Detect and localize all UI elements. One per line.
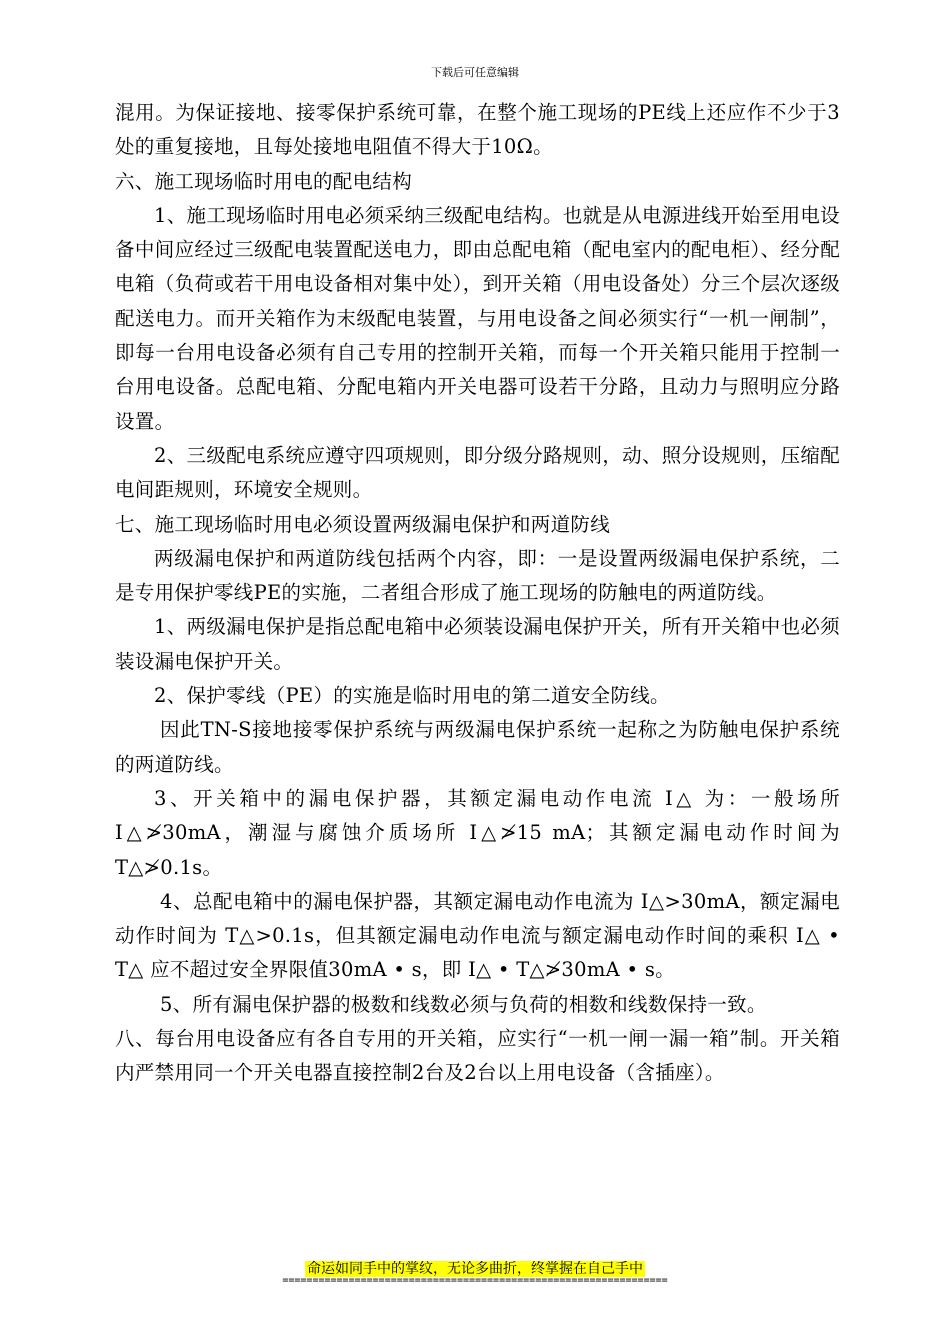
footer-quote-text: 命运如同手中的掌纹，无论多曲折，终掌握在自己手中 [307,1261,643,1277]
paragraph-three-level-distribution: 1、施工现场临时用电必须采纳三级配电结构。也就是从电源进线开始至用电设备中间应经过三级配电装置配送电力，即由总配电箱（配电室内的配电柜）、经分配电箱（负荷或若干用电设备相对集中处），到开关箱（用电设备处）分三个层次逐级配送电力。而开关箱作为末级配电装置，与用电设备之间必须实行“一机一闸制”，即每一台用电设备必须有自己专用的控制开关箱，而每一个开关箱只能用于控制一台用电设备。总配电箱、分配电箱内开关电器可设若干分路，且动力与照明应分路设置。 [115,203,840,433]
section-heading-eight: 八、每台用电设备应有各自专用的开关箱，应实行“一机一闸一漏一箱”制。开关箱内严禁用同一个开关电器直接控制2台及2台以上用电设备（含插座）。 [115,1027,840,1085]
section-heading-seven: 七、施工现场临时用电必须设置两级漏电保护和两道防线 [115,512,611,536]
paragraph-pe-line: 2、保护零线（PE）的实施是临时用电的第二道安全防线。 [154,684,670,708]
paragraph-two-level-protection: 1、两级漏电保护是指总配电箱中必须装设漏电保护开关，所有开关箱中也必须装设漏电保护开关。 [115,615,840,673]
paragraph-two-lines-intro: 两级漏电保护和两道防线包括两个内容，即：一是设置两级漏电保护系统，二是专用保护零线PE的实施，二者组合形成了施工现场的防触电的两道防线。 [115,546,840,605]
section-heading-six: 六、施工现场临时用电的配电结构 [115,169,413,193]
paragraph-four-rules: 2、三级配电系统应遵守四项规则，即分级分路规则，动、照分设规则，压缩配电间距规则，环境安全规则。 [115,443,840,502]
page-header: 下载后可任意编辑 [431,66,519,79]
paragraph-pole-count: 5、所有漏电保护器的极数和线数必须与负荷的相数和线数保持一致。 [160,992,767,1016]
document-body [115,96,840,1091]
paragraph-main-box-protector: 4、总配电箱中的漏电保护器，其额定漏电动作电流为 I△>30mA，额定漏电动作时间为 T△>0.1s，但其额定漏电动作电流与额定漏电动作时间的乘积 I△ • T△ 应不超过安全界限值30mA • s，即 I△ • T△≯30mA • s。 [115,889,840,982]
footer-divider: ================================================================ [282,1275,668,1286]
paragraph-continuation: 混用。为保证接地、接零保护系统可靠，在整个施工现场的PE线上还应作不少于3处的重复接地，且每处接地电阻值不得大于10Ω。 [115,101,840,159]
paragraph-switch-box-protector: 3、开关箱中的漏电保护器，其额定漏电动作电流 I△ 为：一般场所 I△≯30mA，潮湿与腐蚀介质场所 I△≯15 mA；其额定漏电动作时间为 T△≯0.1s。 [115,786,840,879]
paragraph-tns-system: 因此TN-S接地接零保护系统与两级漏电保护系统一起称之为防触电保护系统的两道防线。 [115,718,840,776]
